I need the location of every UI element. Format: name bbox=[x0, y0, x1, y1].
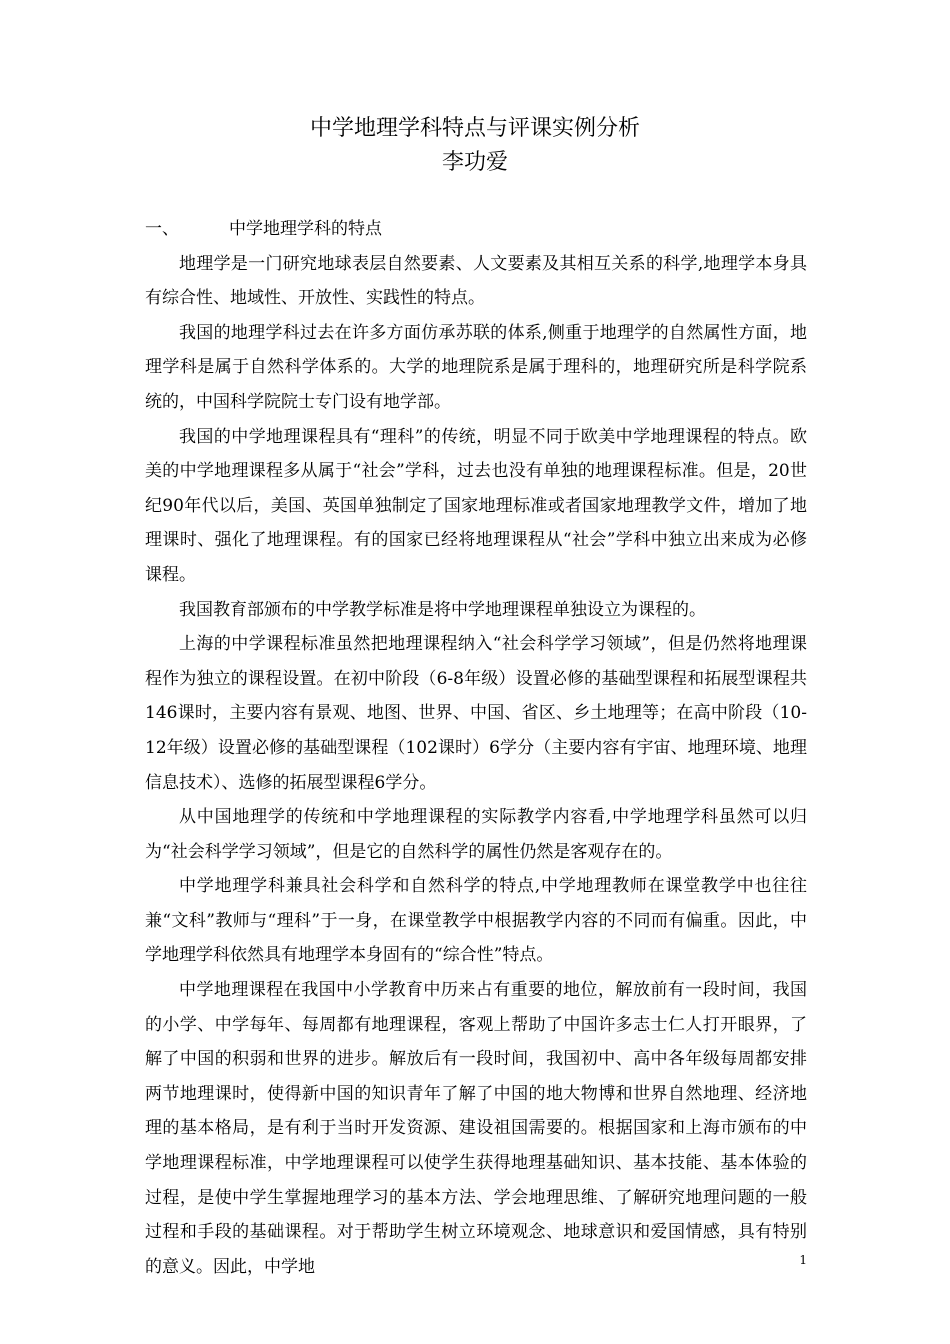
paragraph-2: 我国的地理学科过去在许多方面仿承苏联的体系,侧重于地理学的自然属性方面，地理学科是属于自然科学体系的。大学的地理院系是属于理科的，地理研究所是科学院系统的，中国科学院院士专门设有地学部。 bbox=[145, 322, 807, 412]
page-number: 1 bbox=[799, 1253, 807, 1267]
document-title: 中学地理学科特点与评课实例分析 bbox=[309, 116, 640, 141]
paragraph-1: 地理学是一门研究地球表层自然要素、人文要素及其相互关系的科学,地理学本身具有综合性、地域性、开放性、实践性的特点。 bbox=[145, 253, 807, 309]
section-heading bbox=[145, 212, 807, 247]
paragraph-3: 我国的中学地理课程具有“理科”的传统，明显不同于欧美中学地理课程的特点。欧美的中学地理课程多从属于“社会”学科，过去也没有单独的地理课程标准。但是，20世纪90年代以后，美国、英国单独制定了国家地理标准或者国家地理教学文件，增加了地理课时、强化了地理课程。有的国家已经将地理课程从“社会”学科中独立出来成为必修课程。 bbox=[145, 426, 807, 585]
section-number: 一、 bbox=[145, 219, 179, 239]
document-body bbox=[145, 212, 807, 1284]
document-author: 李功爱 bbox=[441, 150, 508, 175]
paragraph-7: 中学地理学科兼具社会科学和自然科学的特点,中学地理教师在课堂教学中也往往兼“文科”教师与“理科”于一身，在课堂教学中根据教学内容的不同而有偏重。因此，中学地理学科依然具有地理学本身固有的“综合性”特点。 bbox=[145, 876, 807, 966]
paragraph-4: 我国教育部颁布的中学教学标准是将中学地理课程单独设立为课程的。 bbox=[179, 599, 706, 620]
paragraph-5: 上海的中学课程标准虽然把地理课程纳入“社会科学学习领域”，但是仍然将地理课程作为独立的课程设置。在初中阶段（6-8年级）设置必修的基础型课程和拓展型课程共146课时，主要内容有景观、地图、世界、中国、省区、乡土地理等；在高中阶段（10-12年级）设置必修的基础型课程（102课时）6学分（主要内容有宇宙、地理环境、地理信息技术）、选修的拓展型课程6学分。 bbox=[145, 634, 807, 793]
section-heading-text: 中学地理学科的特点 bbox=[229, 219, 382, 239]
paragraph-6: 从中国地理学的传统和中学地理课程的实际教学内容看,中学地理学科虽然可以归为“社会科学学习领域”，但是它的自然科学的属性仍然是客观存在的。 bbox=[145, 807, 807, 862]
paragraph-8: 中学地理课程在我国中小学教育中历来占有重要的地位，解放前有一段时间，我国的小学、中学每年、每周都有地理课程，客观上帮助了中国许多志士仁人打开眼界，了解了中国的积弱和世界的进步。解放后有一段时间，我国初中、高中各年级每周都安排两节地理课时，使得新中国的知识青年了解了中国的地大物博和世界自然地理、经济地理的基本格局，是有利于当时开发资源、建设祖国需要的。根据国家和上海市颁布的中学地理课程标准，中学地理课程可以使学生获得地理基础知识、基本技能、基本体验的过程，是使中学生掌握地理学习的基本方法、学会地理思维、了解研究地理问题的一般过程和手段的基础课程。对于帮助学生树立环境观念、地球意识和爱国情感，具有特别的意义。因此，中学地 bbox=[145, 980, 807, 1277]
